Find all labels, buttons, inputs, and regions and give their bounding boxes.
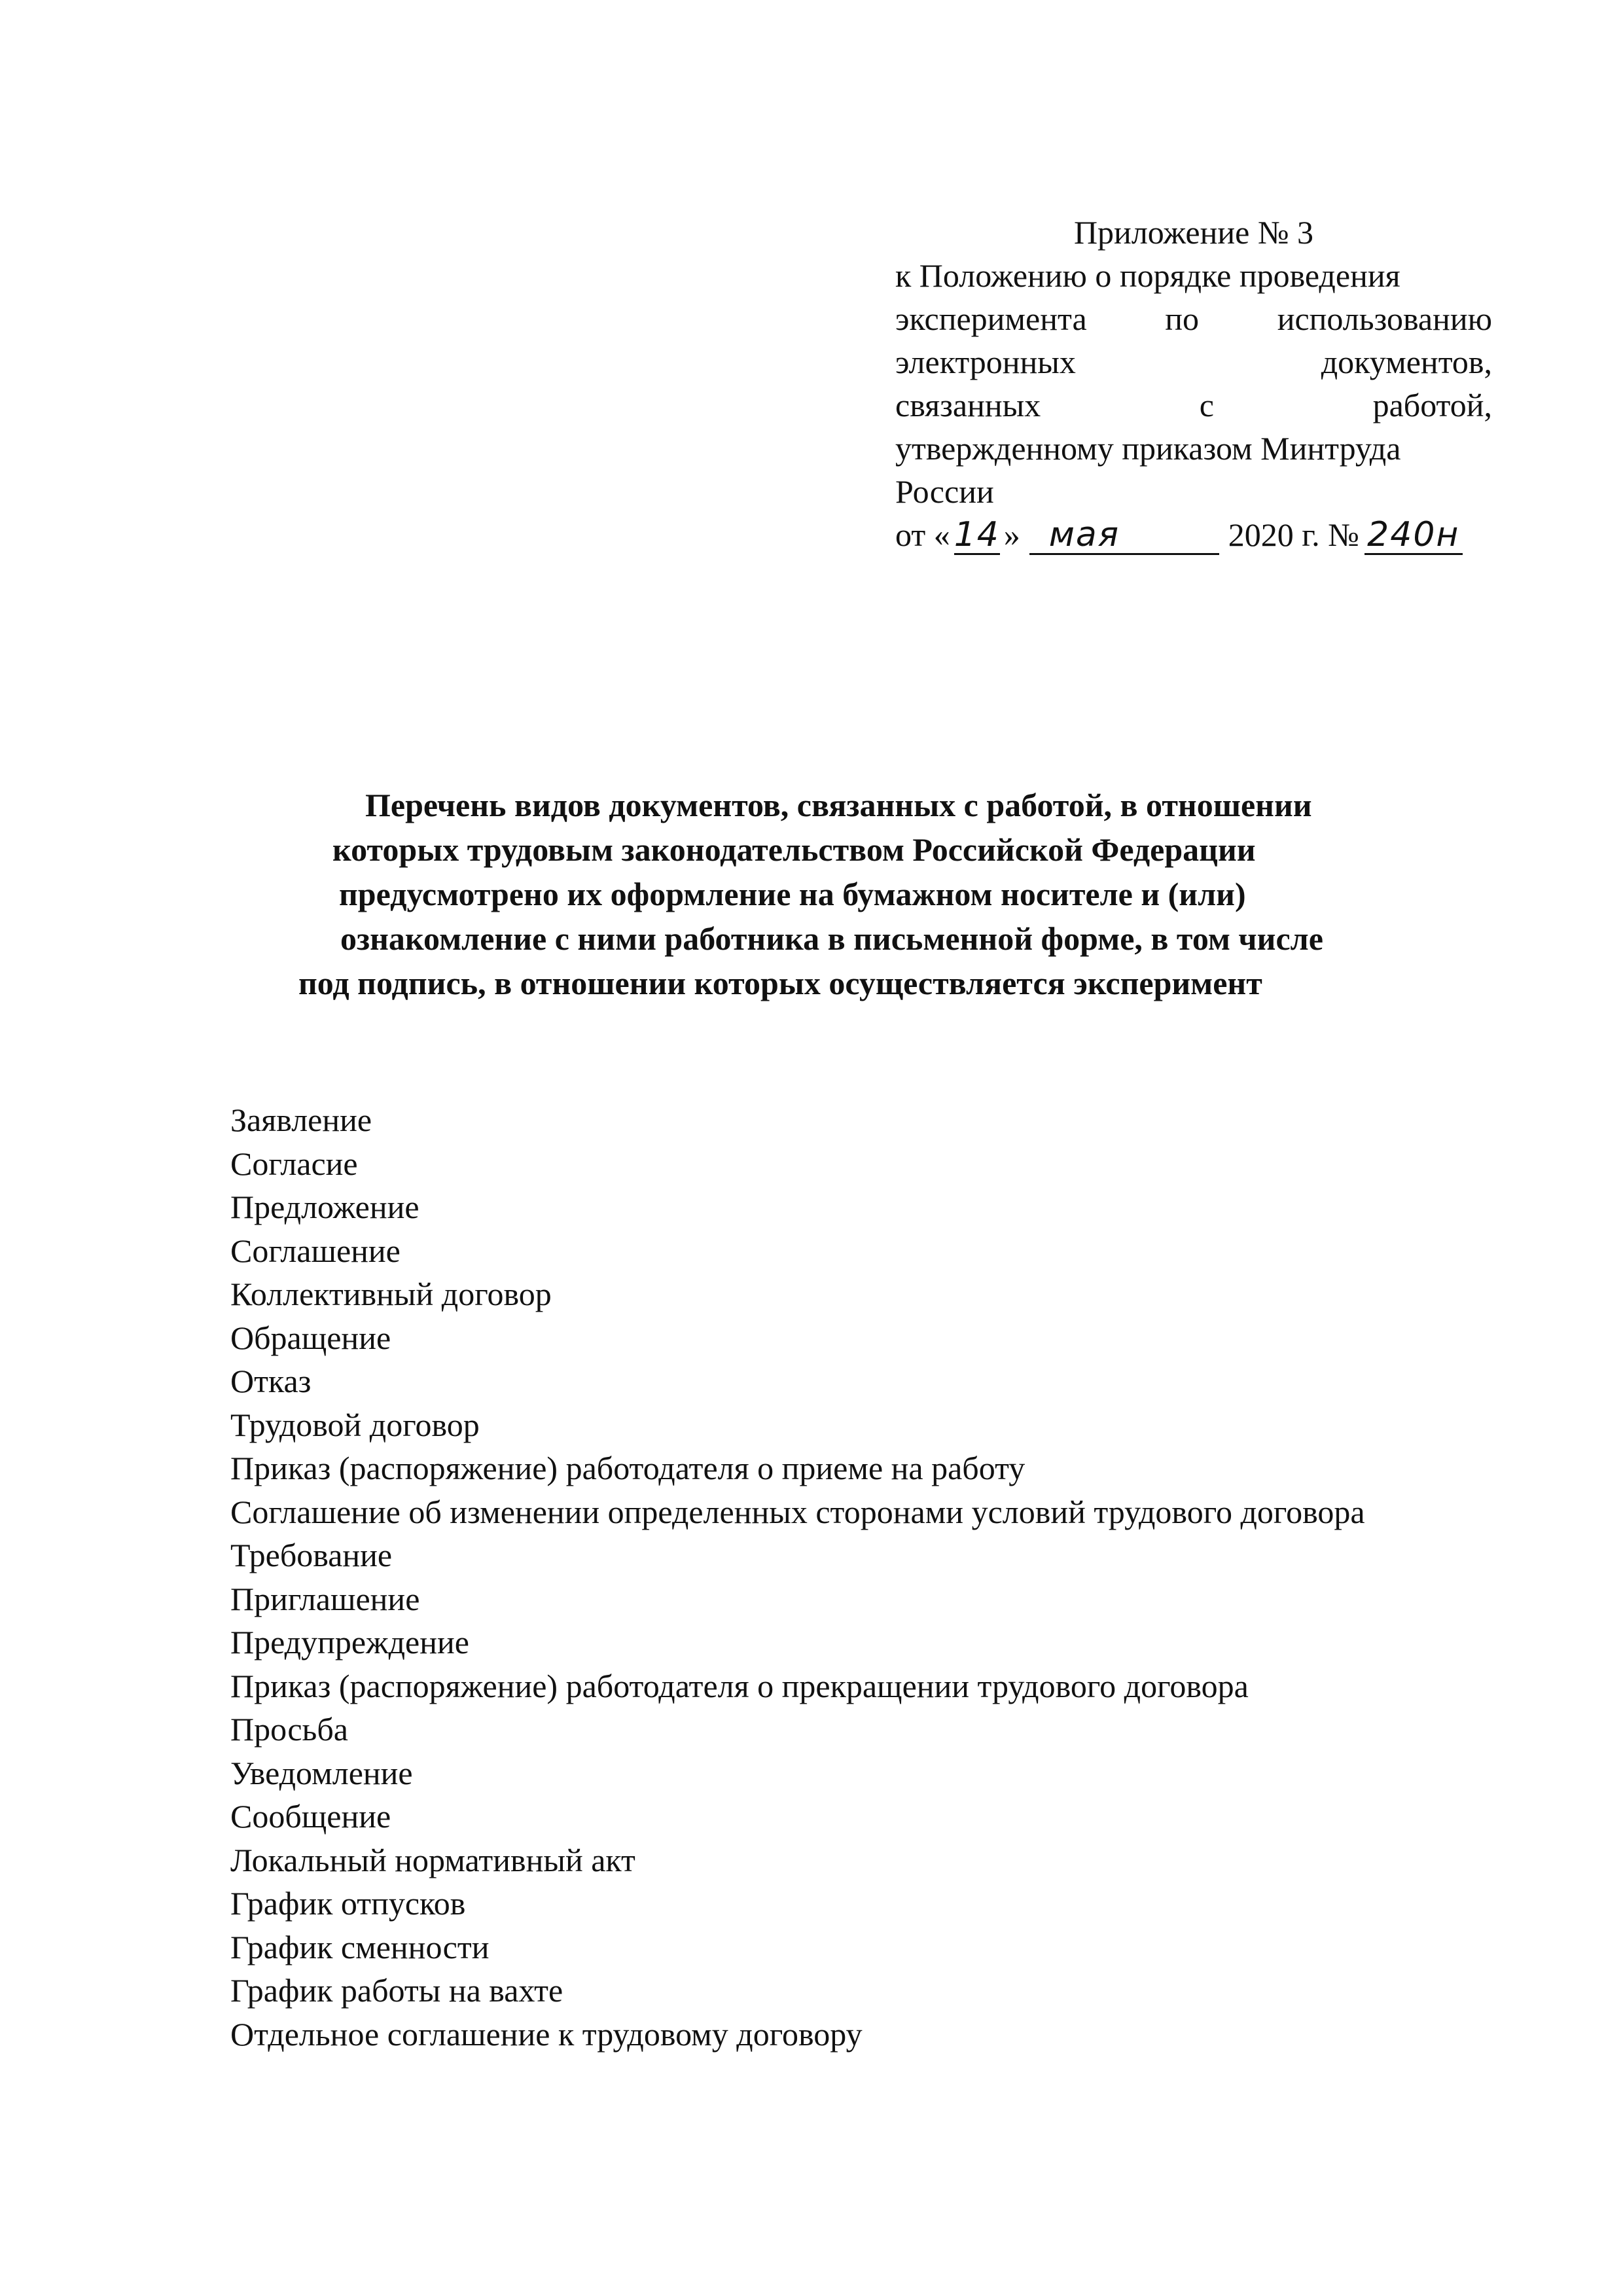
document-type-list	[230, 1098, 1474, 2056]
appendix-line-justified	[895, 384, 1492, 427]
date-day-close: »	[1003, 516, 1020, 553]
list-item: Отдельное соглашение к трудовому договору	[230, 2015, 863, 2053]
appendix-line-justified	[895, 340, 1492, 384]
list-item: Просьба	[230, 1711, 348, 1748]
list-item: Приказ (распоряжение) работодателя о приеме на работу	[230, 1450, 1026, 1486]
title-line: которых трудовым законодательством Российской Федерации	[332, 831, 1256, 868]
list-item: Уведомление	[230, 1754, 413, 1791]
appendix-word: документов,	[1321, 344, 1492, 380]
list-item: Локальный нормативный акт	[230, 1841, 635, 1878]
list-item: Заявление	[230, 1102, 372, 1138]
appendix-word: электронных	[895, 344, 1076, 380]
appendix-word: использованию	[1277, 300, 1492, 337]
document-title	[275, 783, 1492, 1005]
order-date-line	[895, 513, 1492, 559]
list-item: График работы на вахте	[230, 1972, 563, 2009]
appendix-word: с	[1199, 387, 1214, 423]
list-item: Трудовой договор	[230, 1406, 480, 1443]
list-item: Требование	[230, 1537, 393, 1573]
appendix-word: связанных	[895, 387, 1041, 423]
appendix-header	[895, 211, 1492, 559]
list-item: Соглашение	[230, 1232, 401, 1269]
appendix-line: утвержденному приказом Минтруда	[895, 430, 1401, 467]
list-item: Сообщение	[230, 1798, 391, 1835]
title-line: ознакомление с ними работника в письменной форме, в том числе	[340, 920, 1323, 957]
list-item: Согласие	[230, 1145, 358, 1182]
appendix-line-justified	[895, 297, 1492, 340]
handwritten-month: мая	[1029, 516, 1219, 555]
appendix-line: России	[895, 473, 994, 510]
list-item: График отпусков	[230, 1885, 466, 1922]
list-item: Предупреждение	[230, 1624, 469, 1660]
handwritten-day: 14	[954, 515, 1000, 554]
date-prefix: от «	[895, 516, 950, 553]
appendix-title: Приложение № 3	[1073, 214, 1314, 251]
title-line: Перечень видов документов, связанных с работой, в отношении	[365, 787, 1312, 823]
list-item: Отказ	[230, 1363, 312, 1399]
list-item: Приказ (распоряжение) работодателя о прекращении трудового договора	[230, 1667, 1249, 1704]
list-item: Коллективный договор	[230, 1276, 552, 1312]
appendix-line: к Положению о порядке проведения	[895, 257, 1400, 294]
list-item: Соглашение об изменении определенных сторонами условий трудового договора	[230, 1493, 1365, 1530]
title-line: под подпись, в отношении которых осуществляется эксперимент	[298, 965, 1262, 1001]
list-item: Обращение	[230, 1319, 391, 1356]
list-item: Приглашение	[230, 1580, 420, 1617]
title-line: предусмотрено их оформление на бумажном носителе и (или)	[339, 876, 1246, 912]
appendix-word: по	[1165, 300, 1200, 337]
list-item: Предложение	[230, 1189, 419, 1225]
handwritten-order-number: 240н	[1364, 516, 1463, 555]
date-year: 2020 г. №	[1228, 516, 1359, 553]
appendix-word: работой,	[1372, 387, 1492, 423]
appendix-word: эксперимента	[895, 300, 1087, 337]
list-item: График сменности	[230, 1928, 490, 1965]
